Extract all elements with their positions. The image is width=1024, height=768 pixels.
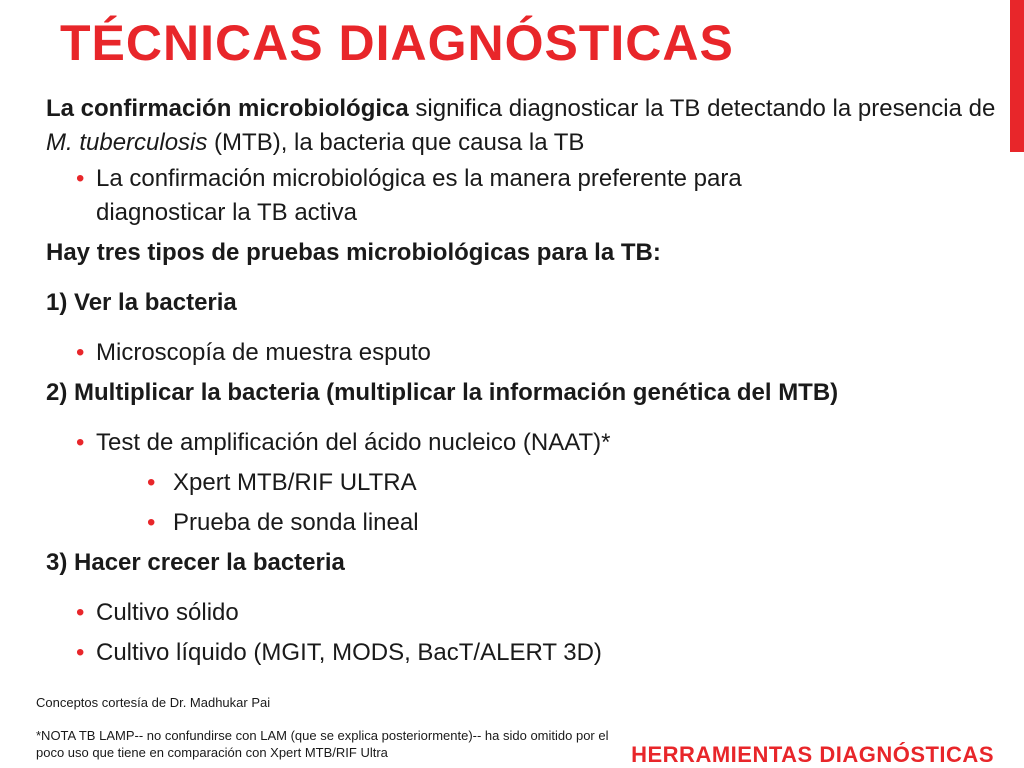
bullet-preferred [46, 162, 996, 230]
bullet-preferred-line-2: diagnosticar la TB activa [96, 199, 358, 226]
item3-bullet-1: • Cultivo sólido [46, 596, 996, 630]
intro-bold: La confirmación microbiológica [46, 95, 409, 122]
slide-body [46, 92, 996, 670]
item2-heading: 2) Multiplicar la bacteria (multiplicar la información genética del MTB) [46, 379, 839, 406]
item1-bullet: • Microscopía de muestra esputo [46, 336, 996, 370]
slide-title: TÉCNICAS DIAGNÓSTICAS [60, 15, 734, 71]
item3-bullet-2: • Cultivo líquido (MGIT, MODS, BacT/ALERT 3D) [46, 636, 996, 670]
intro-paragraph [46, 92, 996, 160]
footnote [36, 727, 609, 761]
section-label: HERRAMIENTAS DIAGNÓSTICAS [631, 742, 994, 767]
item2-sub-1: • Xpert MTB/RIF ULTRA [46, 466, 996, 500]
item2-sub-2: • Prueba de sonda lineal [46, 506, 996, 540]
bullet-preferred-line-1: La confirmación microbiológica es la manera preferente para [96, 165, 742, 192]
footnote-line-2: poco uso que tiene en comparación con Xpert MTB/RIF Ultra [36, 745, 388, 760]
item3-heading: 3) Hacer crecer la bacteria [46, 549, 345, 576]
item2-bullet: • Test de amplificación del ácido nucleico (NAAT)* [46, 426, 996, 460]
credit-text: Conceptos cortesía de Dr. Madhukar Pai [36, 695, 271, 710]
item1-heading: 1) Ver la bacteria [46, 289, 237, 316]
intro-italic: M. tuberculosis [46, 129, 208, 156]
accent-bar [1010, 0, 1024, 152]
intro-text-1: significa diagnosticar la TB detectando la presencia de [408, 95, 996, 122]
intro-text-2: (MTB), la bacteria que causa la TB [207, 129, 585, 156]
three-types-heading: Hay tres tipos de pruebas microbiológicas para la TB: [46, 239, 661, 266]
footnote-line-1: *NOTA TB LAMP-- no confundirse con LAM (que se explica posteriormente)-- ha sido omitido por el [36, 728, 609, 743]
